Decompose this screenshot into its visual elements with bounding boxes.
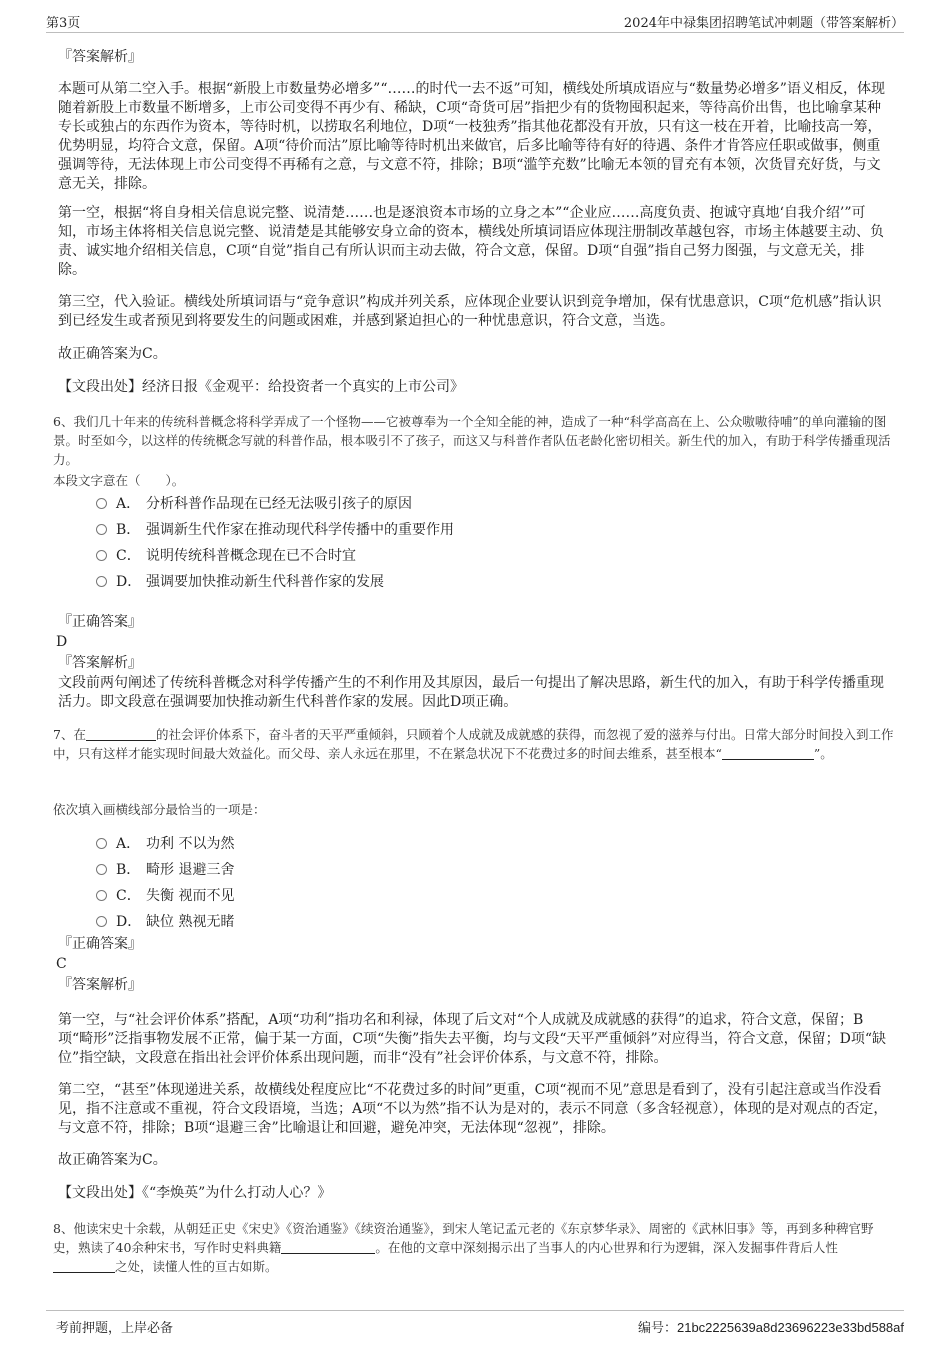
radio-icon[interactable] [96, 864, 107, 875]
q6-stem: 6、我们几十年来的传统科普概念将科学弄成了一个怪物——它被尊奉为一个全知全能的神，造成了一种“科学高高在上、公众嗷嗷待哺”的单向灌输的图景。时至如今，以这样的传统概念写就的科普作品，根本吸引不了孩子，而这又与科普作者队伍老龄化密切相关。新生代的加入，有助于科学传播重现活力。 [53, 414, 891, 467]
radio-icon[interactable] [96, 576, 107, 587]
q5-source: 【文段出处】经济日报《金观平：给投资者一个真实的上市公司》 [58, 379, 464, 395]
q6-analysis: 文段前两句阐述了传统科普概念对科学传播产生的不利作用及其原因，最后一句提出了解决思路，新生代的加入，有助于科学传播重现活力。即文段意在强调要加快推动新生代科普作家的发展。因此D项正确。 [58, 675, 884, 710]
page-number: 第3页 [46, 16, 81, 31]
q7-blank-1 [86, 728, 156, 741]
q7-analysis-para1: 第一空，与“社会评价体系”搭配，A项“功利”指功名和利禄，体现了后文对“个人成就及成就感的获得”的追求，符合文意，保留；B项“畸形”泛指事物发展不正常，偏于某一方面，C项“失衡”指失去平衡，均与文段“天平严重倾斜”对应得当，符合文意，保留；D项“缺位”指空缺，文段意在指出社会评价体系出现问题，而非“没有”社会评价体系，与文意不符，排除。 [58, 1012, 887, 1066]
q7-analysis-para2: 第二空，“甚至”体现递进关系，故横线处程度应比“不花费过多的时间”更重，C项“视而不见”意思是看到了，没有引起注意或当作没看见，指不注意或不重视，符合文段语境，当选；A项“不以为然”指不认为是对的，表示不同意（多含轻视意），体现的是对观点的否定，与文意不符，排除；B项“退避三舍”比喻退让和回避，避免冲突，无法体现“忽视”，排除。 [58, 1082, 888, 1136]
q7-source: 【文段出处】《“李焕英”为什么打动人心？》 [58, 1185, 332, 1201]
page-header [46, 10, 904, 33]
q7-answer: C [56, 956, 67, 972]
radio-icon[interactable] [96, 838, 107, 849]
radio-icon[interactable] [96, 524, 107, 535]
q7-option-d[interactable]: D． 缺位 熟视无睹 [96, 912, 234, 932]
q8-blank-2 [53, 1260, 115, 1273]
q7-blank-2 [722, 747, 814, 760]
q5-analysis-para1: 本题可从第二空入手。根据“新股上市数量势必增多”“……的时代一去不返”可知，横线处所填成语应与“数量势必增多”语义相反，体现随着新股上市数量不断增多，上市公司变得不再少有、稀缺，C项“奇货可居”指把少有的货物囤积起来，等待高价出售，也比喻拿某种专长或独占的东西作为资本，等待时机，以捞取名利地位，D项“一枝独秀”指其他花都没有开放，只有这一枝在开着，比喻技高一筹，优势明显，均符合文意，保留。A项“待价而沽”原比喻等待时机出来做官，后多比喻等待有好的待遇、条件才肯答应任职或做事，侧重强调等待，无法体现上市公司变得不再稀有之意，与文意不符，排除；B项“滥竽充数”比喻无本领的冒充有本领，次货冒充好货，与文意无关，排除。 [58, 81, 885, 192]
q7-prompt: 依次填入画横线部分最恰当的一项是： [53, 802, 266, 817]
q5-analysis-para2: 第一空，根据“将自身相关信息说完整、说清楚……也是逐浪资本市场的立身之本”“企业应……高度负责、抱诚守真地‘自我介绍’”可知，市场主体将相关信息说完整、说清楚是其能够安身立命的资本，横线处所填词语应体现注册制改革越包容，市场主体越要主动、负责、诚实地介绍相关信息，C项“自觉”指自己有所认识而主动去做，符合文意，保留。D项“自强”指自己努力图强，与文意无关，排除。 [58, 205, 884, 278]
q6-option-d[interactable]: D． 强调要加快推动新生代科普作家的发展 [96, 572, 384, 592]
q6-option-a[interactable]: A． 分析科普作品现在已经无法吸引孩子的原因 [96, 494, 412, 514]
q7-conclusion: 故正确答案为C。 [58, 1152, 167, 1168]
q7-option-b[interactable]: B． 畸形 退避三舍 [96, 860, 234, 880]
q6-analysis-label: 『答案解析』 [58, 655, 142, 671]
q7-answer-label: 『正确答案』 [58, 936, 142, 952]
q8-blank-1 [281, 1241, 375, 1254]
q5-analysis-label: 『答案解析』 [58, 49, 142, 65]
q7-option-a[interactable]: A． 功利 不以为然 [96, 834, 234, 854]
radio-icon[interactable] [96, 890, 107, 901]
q5-analysis-para3: 第三空，代入验证。横线处所填词语与“竞争意识”构成并列关系，应体现企业要认识到竞争增加，保有忧患意识，C项“危机感”指认识到已经发生或者预见到将要发生的问题或困难，并感到紧迫担心的一种忧患意识，符合文意，当选。 [58, 294, 882, 329]
q6-option-b[interactable]: B． 强调新生代作家在推动现代科学传播中的重要作用 [96, 520, 454, 540]
q6-prompt: 本段文字意在（ ）。 [53, 473, 185, 488]
radio-icon[interactable] [96, 498, 107, 509]
radio-icon[interactable] [96, 550, 107, 561]
page-footer [46, 1310, 904, 1335]
q6-answer-label: 『正确答案』 [58, 614, 142, 630]
q8-stem: 8、他读宋史十余载，从朝廷正史《宋史》《资治通鉴》《续资治通鉴》，到宋人笔记孟元老的《东京梦华录》、周密的《武林旧事》等，再到多种稗官野史，熟读了40余种宋书，写作时史料典籍 。在他的文章中深刻揭示出了当事人的内心世界和行为逻辑，深入发掘事件背后人性之处，读懂人性的亘古如斯。 [53, 1221, 874, 1274]
q7-stem: 7、在 的社会评价体系下，奋斗者的天平严重倾斜，只顾着个人成就及成就感的获得，而忽视了爱的滋养与付出。日常大部分时间投入到工作中，只有这样才能实现时间最大效益化。而父母、亲人永远在那里，不在紧急状况下不花费过多的时间去维系，甚至根本“ ”。 [53, 727, 894, 761]
footer-slogan: 考前押题，上岸必备 [56, 1321, 174, 1336]
document-code: 编号：21bc2225639a8d23696223e33bd588af [637, 1320, 904, 1336]
document-title: 2024年中禄集团招聘笔试冲刺题（带答案解析） [623, 16, 904, 31]
q5-conclusion: 故正确答案为C。 [58, 346, 167, 362]
q7-option-c[interactable]: C． 失衡 视而不见 [96, 886, 234, 906]
q7-analysis-label: 『答案解析』 [58, 977, 142, 993]
radio-icon[interactable] [96, 916, 107, 927]
q6-answer: D [56, 634, 68, 650]
q6-option-c[interactable]: C． 说明传统科普概念现在已不合时宜 [96, 546, 356, 566]
